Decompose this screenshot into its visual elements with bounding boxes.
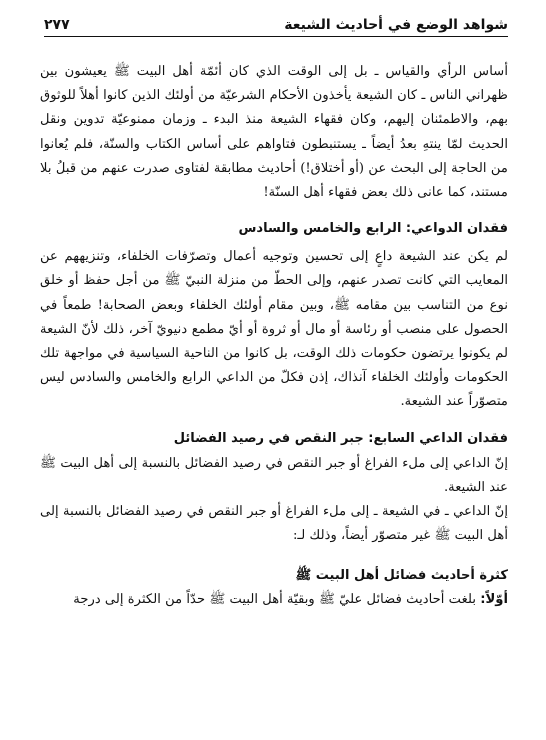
section-heading-seventh-motive: فقدان الداعي السابع: جبر النقص في رصيد الفضائل [173,430,508,446]
section-heading-virtues-abundance: كثرة أحاديث فضائل أهل البيت ﷺ [295,568,508,584]
paragraph-4: إنّ الداعي ـ في الشيعة ـ إلى ملء الفراغ أو جبر النقص في رصيد الفضائل بالنسبة إلى أهل البيت ﷺ غير متصوّر أيضاً، وذلك لـ: [40,504,508,544]
paragraph-5 [40,588,508,612]
page-body [40,60,508,613]
paragraph-1: أساس الرأي والقياس ـ بل إلى الوقت الذي كان أئمّة أهل البيت ﷺ يعيشون بين ظهراني الناس ـ كان الشيعة يأخذون الأحكام الشرعيّة من أولئك الذين كانوا أهلاً للوثوق بهم، والاطمئنان إليهم، وكان فقهاء الشيعة منذ البدء ـ وزمان ممنوعيّة تدوين ونقل الحديث لمّا ينتهِ بعدُ أيضاً ـ يستنبطون فتاواهم على أساس الكتاب والسنّة، فلم يُعانوا من الحاجة إلى البحث عن (أو أختلاق!) أحاديث مطابقة لفتاوى صدرت عنهم من قبلُ بلا مستند، كما عانى ذلك بعض فقهاء أهل السنّة! [40,64,508,201]
running-header-title: شواهد الوضع في أحاديث الشيعة [284,17,508,33]
paragraph-3: إنّ الداعي إلى ملء الفراغ أو جبر النقص في رصيد الفضائل بالنسبة إلى أهل البيت ﷺ عند الشيعة. [40,455,508,495]
paragraph-2: لم يكن عند الشيعة داعٍ إلى تحسين وتوجيه أعمال وتصرّفات الخلفاء، وتنزيههم عن المعايب التي كانت تصدر عنهم، وإلى الحطّ من منزلة النبيّ ﷺ من أجل حفظ أو خلق نوع من التناسب بين مقامه ﷺ، وبين مقام أولئك الخلفاء وبعض الصحابة! طمعاً في الحصول على منصب أو رئاسة أو مال أو ثروة أو أيّ مطمع دنيويّ آخر، ذلك لأنّ الشيعة لم يكونوا يرتضون حكومات ذلك الوقت، بل كانوا من الناحية السياسية في مواجهة تلك الحكومات وأولئك الخلفاء آنذاك، إذن فكلّ من الداعي الرابع والخامس والسادس ليس متصوّراً عند الشيعة. [40,249,508,410]
paragraph-5-text: بلغت أحاديث فضائل عليّ ﷺ وبقيّة أهل البيت ﷺ حدّاً من الكثرة إلى درجة [73,592,481,608]
section-heading-missing-motives: فقدان الدواعي: الرابع والخامس والسادس [238,221,508,237]
running-header [44,10,508,37]
paragraph-5-lead: أوّلاً: [480,592,508,608]
page-number: ٢٧٧ [44,17,70,33]
